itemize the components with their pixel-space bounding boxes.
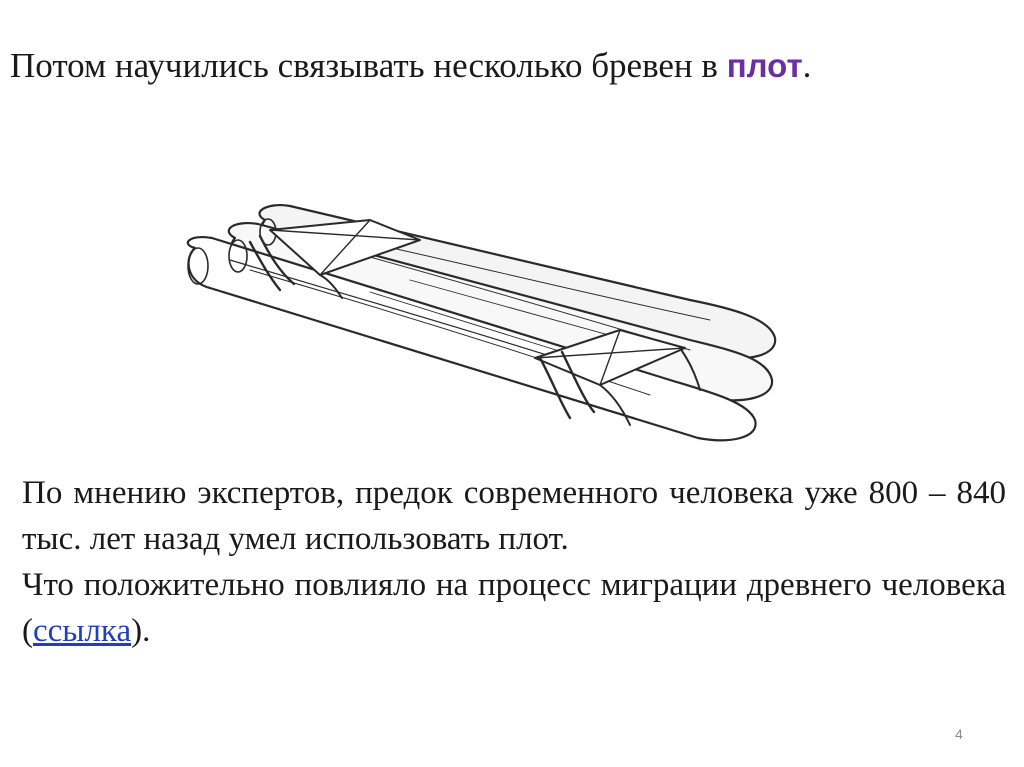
paragraph-migration-suffix: ). [131, 613, 151, 649]
paragraph-expert-opinion: По мнению экспертов, предок современного человека уже 800 – 840 тыс. лет назад умел использовать плот. [22, 475, 1006, 557]
reference-link[interactable]: ссылка [33, 613, 132, 649]
title-prefix: Потом научились связывать несколько бревен в [10, 46, 727, 85]
paragraph-migration [22, 562, 1006, 654]
title-highlight-word: плот [726, 47, 803, 84]
paragraph-migration-prefix: Что положительно повлияло на процесс миграции древнего человека ( [22, 567, 1006, 649]
raft-illustration [170, 180, 790, 450]
page-number: 4 [955, 726, 963, 742]
title-suffix: . [802, 46, 812, 85]
body-text [22, 470, 1006, 654]
slide-title [10, 44, 811, 88]
